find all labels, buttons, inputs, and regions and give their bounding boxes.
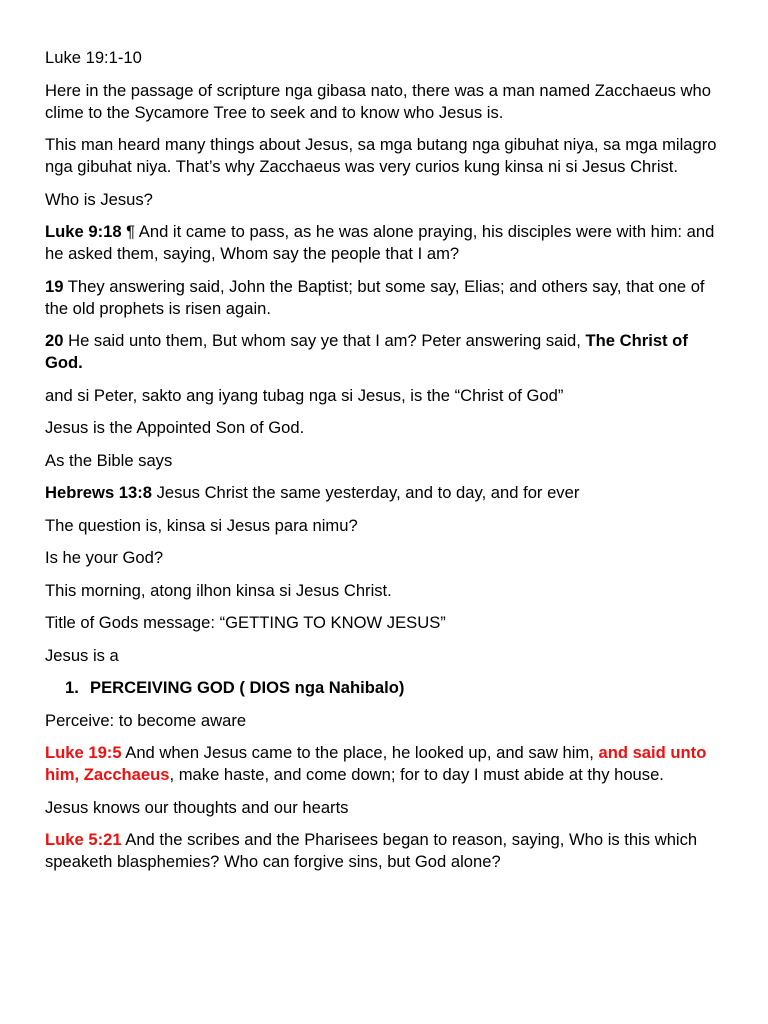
- appointed-son-paragraph: Jesus is the Appointed Son of God.: [45, 418, 305, 437]
- verse-ref: Luke 5:21: [45, 830, 122, 849]
- verse-ref: Luke 19:5: [45, 743, 122, 762]
- verse-text: Jesus Christ the same yesterday, and to day, and for ever: [152, 483, 580, 502]
- verse-19: [45, 276, 728, 320]
- verse-number: 20: [45, 331, 64, 350]
- list-number: 1.: [65, 678, 79, 697]
- bible-says-paragraph: As the Bible says: [45, 450, 173, 470]
- verse-text: ¶ And it came to pass, as he was alone praying, his disciples were with him: and he asked them, saying, Whom say the people that I am?: [45, 222, 715, 263]
- jesus-is-a-paragraph: Jesus is a: [45, 645, 119, 665]
- background-paragraph: This man heard many things about Jesus, sa mga butang nga gibuhat niya, sa mga milagro nga gibuhat niya. That’s why Zacchaeus was very curios kung kinsa ni si Jesus Christ.: [45, 135, 717, 176]
- list-item-perceiving-god: [45, 677, 728, 699]
- verse-luke-19-5: [45, 742, 728, 786]
- question-heading: Who is Jesus?: [45, 189, 153, 209]
- thoughts-paragraph: Jesus knows our thoughts and our hearts: [45, 797, 349, 817]
- your-god-paragraph: Is he your God?: [45, 548, 164, 567]
- list-text: PERCEIVING GOD ( DIOS nga Nahibalo): [90, 678, 405, 697]
- verse-emphasis: and said unto him, Zacchaeus: [45, 743, 707, 784]
- perceive-definition: Perceive: to become aware: [45, 710, 247, 730]
- question-paragraph: The question is, kinsa si Jesus para nimu?: [45, 515, 358, 535]
- verse-ref: Hebrews 13:8: [45, 483, 152, 502]
- peter-answer-paragraph: and si Peter, sakto ang iyang tubag nga si Jesus, is the “Christ of God”: [45, 385, 564, 405]
- message-title: Title of Gods message: “GETTING TO KNOW JESUS”: [45, 613, 446, 632]
- verse-luke-5-21: [45, 829, 728, 873]
- verse-hebrews-13-8: [45, 482, 728, 504]
- verse-text: And the scribes and the Pharisees began to reason, saying, Who is this which speaketh blasphemies? Who can forgive sins, but God alone?: [45, 830, 698, 871]
- passage-reference: Luke 19:1-10: [45, 48, 142, 67]
- verse-ref: Luke 9:18: [45, 222, 122, 241]
- verse-text: They answering said, John the Baptist; but some say, Elias; and others say, that one of the old prophets is risen again.: [45, 276, 705, 318]
- verse-text: And when Jesus came to the place, he looked up, and saw him,: [121, 743, 599, 762]
- verse-emphasis: The Christ of God.: [45, 331, 688, 372]
- intro-paragraph: Here in the passage of scripture nga gibasa nato, there was a man named Zacchaeus who clime to the Sycamore Tree to seek and to know who Jesus is.: [45, 80, 711, 122]
- verse-number: 19: [45, 276, 64, 296]
- verse-luke-9-18: [45, 221, 728, 265]
- verse-20: [45, 330, 728, 374]
- verse-text: He said unto them, But whom say ye that I am? Peter answering said,: [63, 331, 586, 350]
- verse-text: , make haste, and come down; for to day I must abide at thy house.: [169, 765, 664, 784]
- this-morning-paragraph: This morning, atong ilhon kinsa si Jesus Christ.: [45, 580, 392, 600]
